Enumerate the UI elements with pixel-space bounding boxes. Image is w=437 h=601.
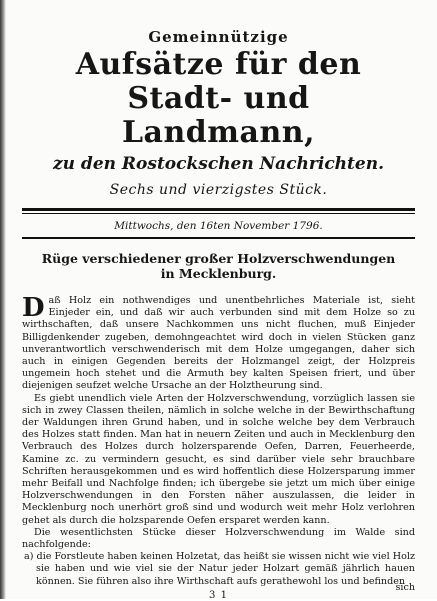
divider-thick [22, 208, 415, 211]
issue-number: Sechs und vierzigstes Stück. [109, 182, 328, 198]
page-signature: 3 1 [209, 589, 228, 601]
masthead-title-line1: Aufsätze für den Stadt- und [75, 47, 362, 116]
article-body [22, 295, 415, 588]
masthead-title-line2: Landmann, [121, 115, 316, 150]
divider-thin [22, 213, 415, 214]
article-title: Rüge verschiedener großer Holzverschwendungen in Mecklenburg. [41, 251, 396, 281]
paragraph-1-text: aß Holz ein nothwendiges und unentbehrliches Materiale ist, sieht Einjeder ein, und daß wir auch verbunden sind mit dem Holze so zu wirthschaften, daß unsere Nachkommen uns nicht fluchen, muß Einjeder Billigdenkender zugeben, demohngeachtet wird doch in vielen Stücken ganz unverantwortlich verschwenderisch mit dem Holze umgegangen, daher sich auch in einigen Gegenden bereits der Holzmangel zeigt, der Holzpreis ungemein hoch stehet und die Armuth bey kalten Speisen friert, und über diejenigen seufzet welche Ursache an der Holztheurung sind. [22, 295, 415, 392]
drop-cap: D [22, 293, 45, 323]
catchword: sich [395, 582, 415, 593]
masthead-subtitle: zu den Rostockschen Nachrichten. [53, 154, 384, 174]
paragraph-3: Die wesentlichsten Stücke dieser Holzverschwendung im Walde sind nachfolgende: [22, 526, 415, 551]
divider-date [22, 237, 415, 239]
list-item-a: a) die Forstleute haben keinen Holzetat, das heißt sie wissen nicht wie viel Holz sie haben und wie viel sie der Natur jeder Holzart gemäß jährlich hauen können. Sie führen also ihre Wirthschaft aufs gerathewohl los und befinden [24, 551, 415, 587]
paragraph-2: Es giebt unendlich viele Arten der Holzverschwendung, vorzüglich lassen sie sich in zwey Classen theilen, nämlich in solche welche in der Bewirthschaftung der Waldungen ihren Grund haben, und in solche welche bey dem Verbrauch des Holzes statt finden. Man hat in neuern Zeiten und auch in Mecklenburg den Verbrauch des Holzes durch holzersparende Oefen, Darren, Feuerheerde, Kamine zc. zu vermindern gesucht, es sind darüber viele sehr brauchbare Schriften herausgekommen und es wird hoffentlich diese Holzersparung immer mehr Beifall und Nachfolge finden; ich übergebe sie jetzt um mich über einige Holzverschwendungen in den Forsten näher auszulassen, die leider in Mecklenburg noch unerhört groß sind und wodurch weit mehr Holz verlohren gehet als durch die holzsparende Oefen ersparet werden kann. [22, 392, 415, 526]
masthead [22, 28, 415, 198]
paragraph-1 [22, 295, 415, 393]
issue-date: Mittwochs, den 16ten November 1796. [114, 220, 323, 232]
scan-edge-shadow [0, 0, 6, 599]
masthead-kicker: Gemeinnützige [148, 28, 289, 46]
